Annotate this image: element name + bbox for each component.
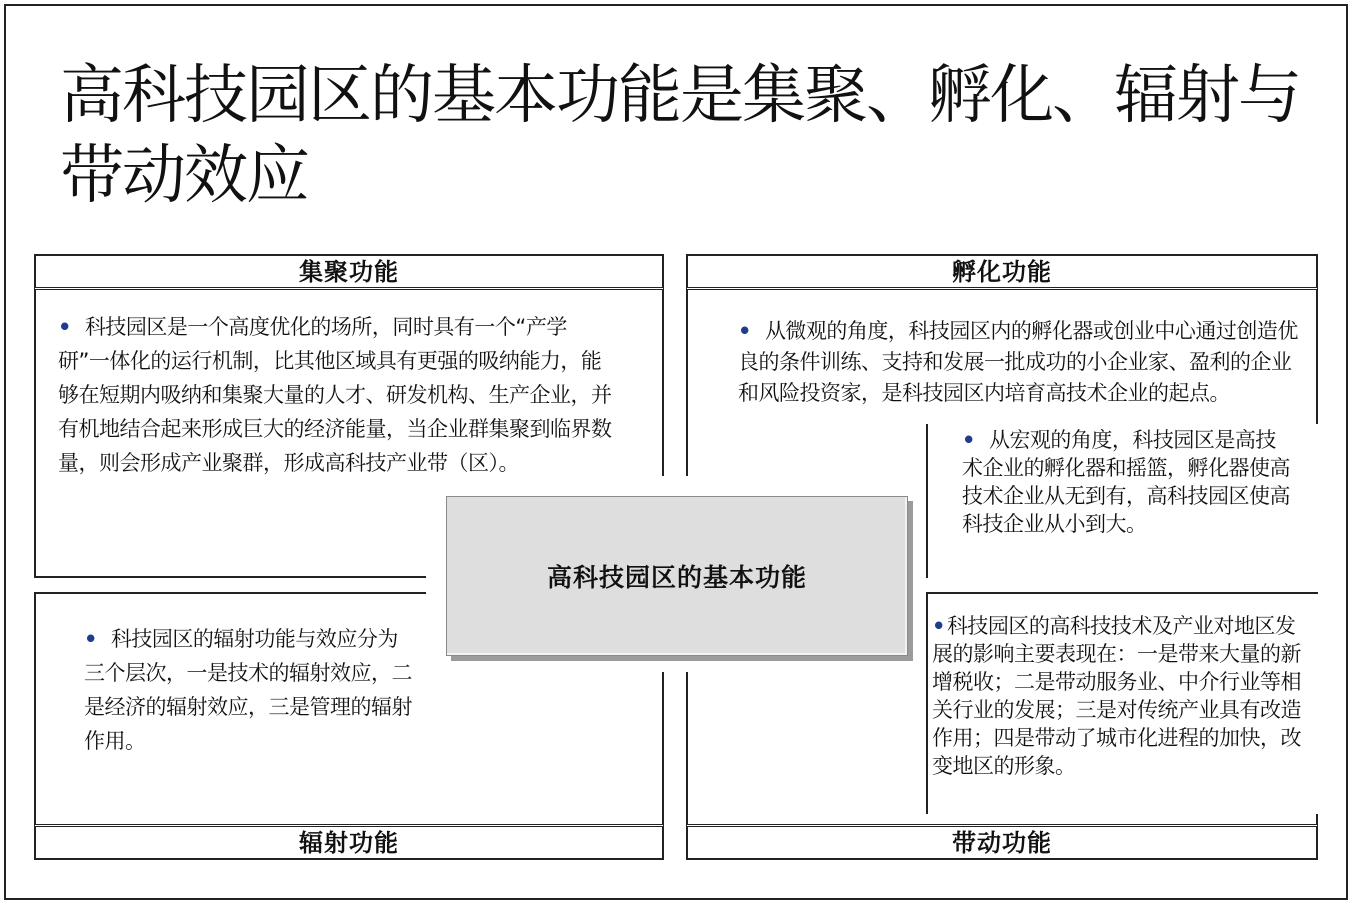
center-core-box [446,496,908,656]
driving-text-box [926,592,1318,814]
incubation-macro-text [962,426,1292,538]
incubation-macro-box [926,424,1318,578]
bullet-icon: • [84,627,97,651]
bullet-icon: • [932,614,945,638]
agglomeration-text [58,310,618,480]
radiation-body: 科技园区的辐射功能与效应分为三个层次，一是技术的辐射效应，二是经济的辐射效应，三是管理的辐射作用。 [84,627,412,753]
bullet-icon: • [58,315,71,339]
bullet-icon: • [738,319,751,343]
radiation-heading: 辐射功能 [34,824,664,860]
driving-text [932,612,1304,780]
incubation-macro-body: 从宏观的角度，科技园区是高技术企业的孵化器和摇篮，孵化器使高技术企业从无到有，高科技园区使高科技企业从小到大。 [962,428,1290,536]
incubation-micro-body: 从微观的角度，科技园区内的孵化器或创业中心通过创造优良的条件训练、支持和发展一批成功的小企业家、盈利的企业和风险投资家，是科技园区内培育高技术企业的起点。 [738,319,1298,405]
driving-heading: 带动功能 [686,824,1318,860]
incubation-heading: 孵化功能 [686,254,1318,290]
agglomeration-heading: 集聚功能 [34,254,664,290]
radiation-text [84,622,414,758]
slide-title: 高科技园区的基本功能是集聚、孵化、辐射与带动效应 [60,59,1300,213]
center-label: 高科技园区的基本功能 [546,563,807,592]
bullet-icon: • [962,428,975,452]
agglomeration-body: 科技园区是一个高度优化的场所，同时具有一个“产学研”一体化的运行机制，比其他区域具有更强的吸纳能力，能够在短期内吸纳和集聚大量的人才、研发机构、生产企业，并有机地结合起来形成巨大的经济能量，当企业群集聚到临界数量，则会形成产业聚群，形成高科技产业带（区）。 [58,315,612,475]
incubation-micro-text [738,316,1298,409]
driving-body: 科技园区的高科技技术及产业对地区发展的影响主要表现在：一是带来大量的新增税收；二是带动服务业、中介行业等相关行业的发展；三是对传统产业具有改造作用；四是带动了城市化进程的加快，改变地区的形象。 [932,614,1301,778]
